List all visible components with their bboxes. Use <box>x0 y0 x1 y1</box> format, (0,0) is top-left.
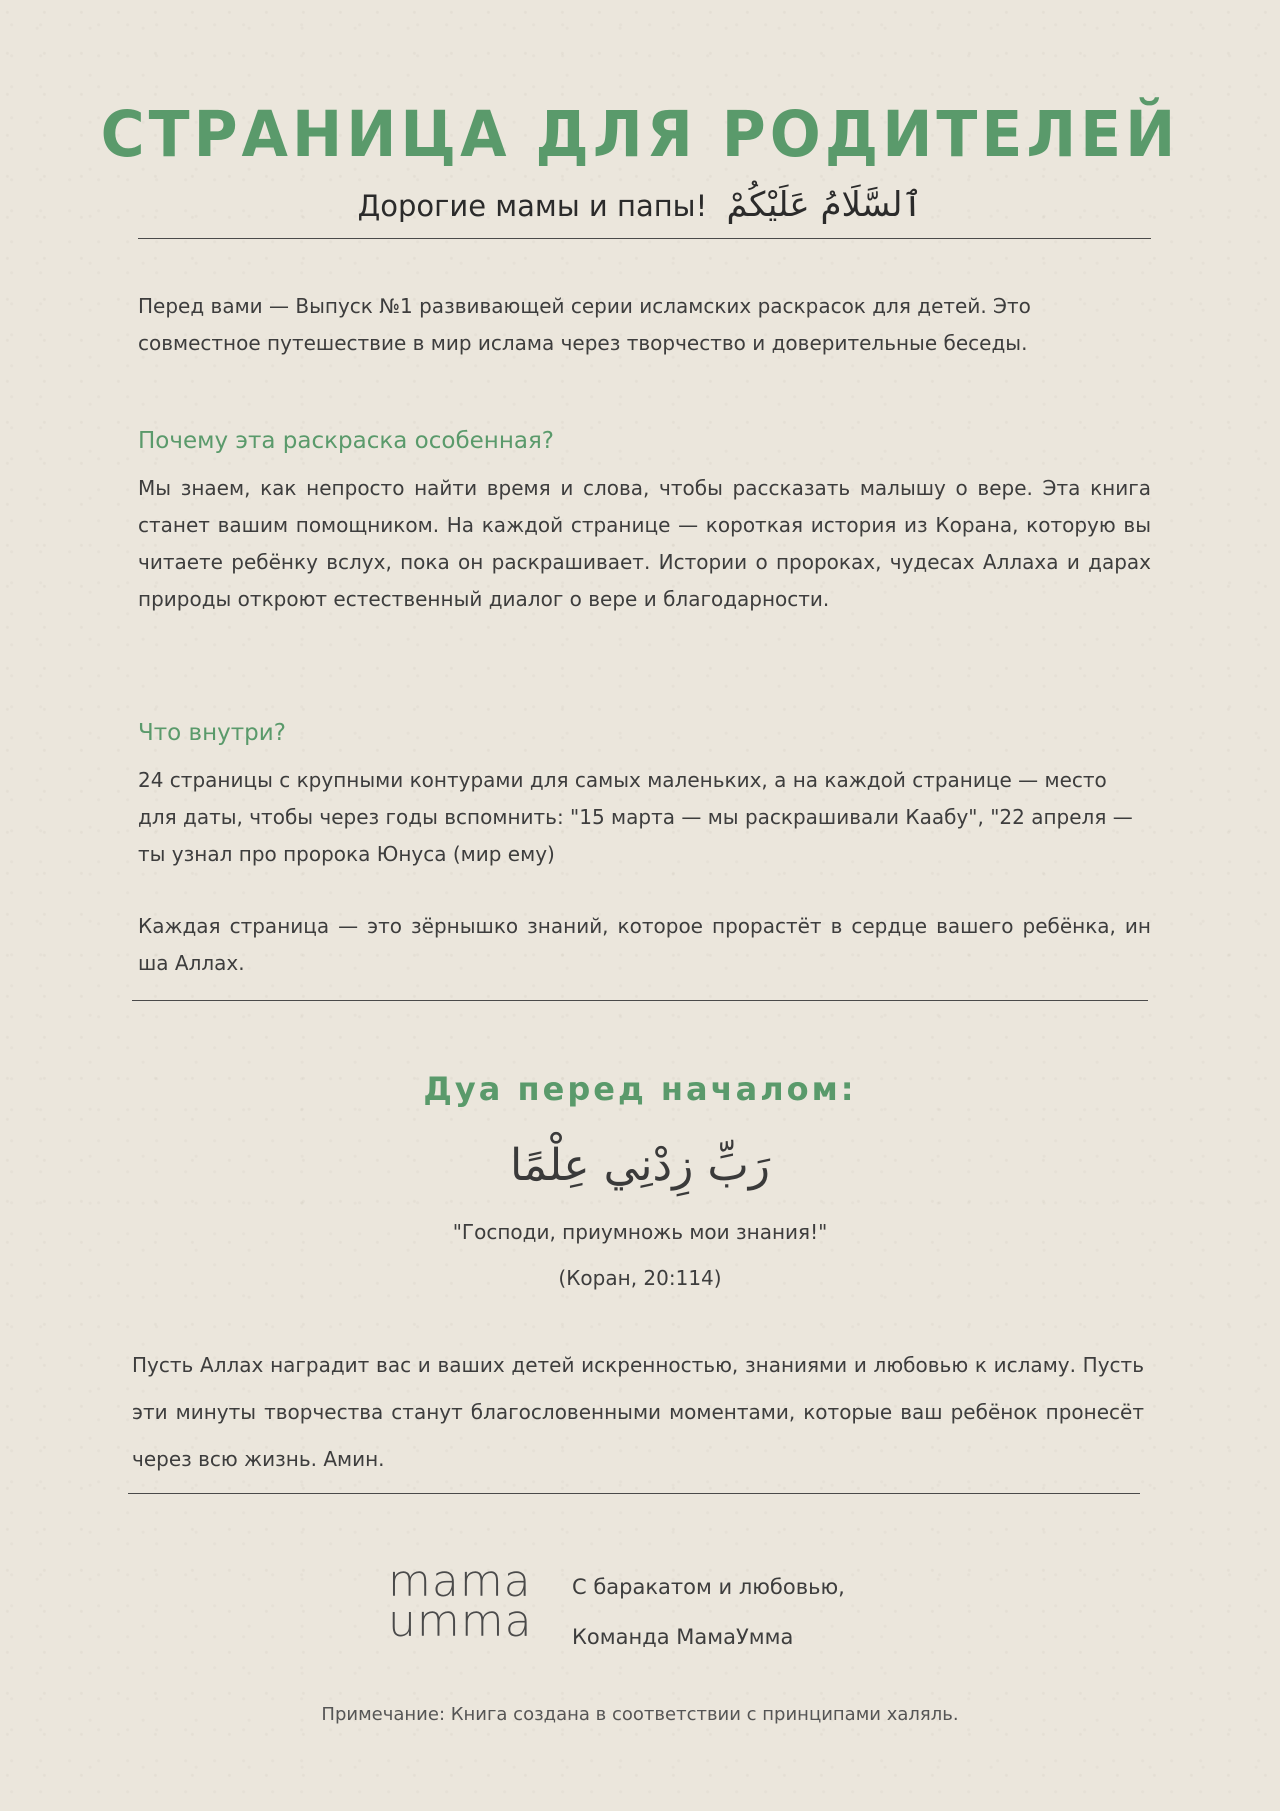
page-title: СТРАНИЦА ДЛЯ РОДИТЕЛЕЙ <box>100 98 1180 172</box>
signature-line-1: С баракатом и любовью, <box>572 1575 845 1599</box>
intro-paragraph: Перед вами — Выпуск №1 развивающей серии исламских раскрасок для детей. Это совместное путешествие в мир ислама через творчество и доверительные беседы. <box>138 294 1031 355</box>
mamaumma-logo <box>388 1556 548 1647</box>
dua-title: Дуа перед началом: <box>423 1070 857 1108</box>
section-heading-special: Почему эта раскраска особенная? <box>138 428 555 454</box>
section-text-inside: 24 страницы с крупными контурами для самых маленьких, а на каждой странице — место для даты, чтобы через годы вспомнить: "15 марта — мы раскрашивали Каабу", "22 апреля — ты узнал про пророка Юнуса (мир ему) <box>138 768 1133 866</box>
signature <box>572 1562 845 1662</box>
section-heading-inside: Что внутри? <box>138 720 286 746</box>
dua-arabic: رَبِّ زِدْنِي عِلْمًا <box>509 1140 771 1191</box>
logo-line-2: umma <box>388 1596 533 1647</box>
signature-line-2: Команда МамаУмма <box>572 1625 794 1649</box>
logo-line-1: mama <box>388 1556 532 1607</box>
divider-middle <box>132 1000 1148 1001</box>
section-text-seed: Каждая страница — это зёрнышко знаний, которое прорастёт в сердце вашего ребёнка, ин ша Аллах. <box>138 914 1151 975</box>
dua-source: (Коран, 20:114) <box>558 1266 722 1290</box>
dua-translation: "Господи, приумножь мои знания!" <box>452 1220 828 1244</box>
divider-bottom <box>128 1493 1140 1494</box>
greeting-text: Дорогие мамы и папы! <box>357 189 708 223</box>
footer-note: Примечание: Книга создана в соответствии с принципами халяль. <box>321 1704 959 1725</box>
greeting-arabic: ٱلسَّلَامُ عَلَيْكُمْ <box>726 185 923 225</box>
divider-top <box>138 238 1151 239</box>
closing-paragraph: Пусть Аллах наградит вас и ваших детей искренностью, знаниями и любовью к исламу. Пусть эти минуты творчества станут благословенными моментами, которые ваш ребёнок пронесёт через всю жизнь. Амин. <box>132 1353 1144 1471</box>
section-text-special: Мы знаем, как непросто найти время и слова, чтобы рассказать малышу о вере. Эта книга станет вашим помощником. На каждой странице — короткая история из Корана, которую вы читаете ребёнку вслух, пока он раскрашивает. Истории о пророках, чудесах Аллаха и дарах природы откроют естественный диалог о вере и благодарности. <box>138 476 1151 611</box>
greeting <box>0 184 1280 225</box>
